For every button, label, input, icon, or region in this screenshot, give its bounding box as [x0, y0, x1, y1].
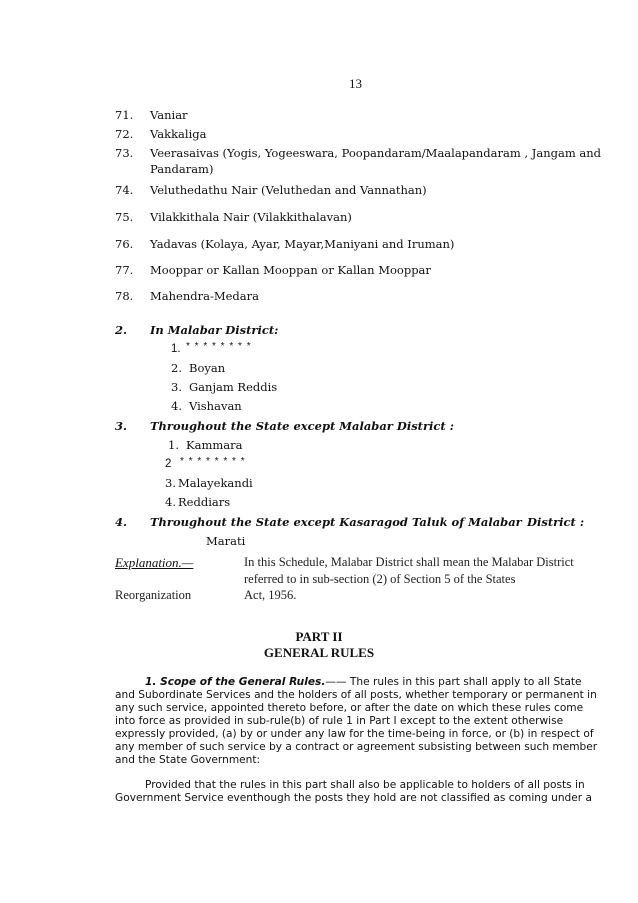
sub-item-text: Ganjam Reddis — [189, 380, 278, 394]
list-item-number: 73. — [115, 146, 134, 160]
list-item-number: 72. — [115, 127, 134, 141]
list-item-text: Mooppar or Kallan Mooppan or Kallan Mooppar — [150, 263, 431, 277]
rule-heading: 1. Scope of the General Rules. — [145, 676, 326, 688]
sub-item-text: Malayekandi — [178, 476, 253, 490]
section-number: 3. — [115, 419, 128, 433]
list-item-number: 75. — [115, 210, 134, 224]
proviso-line: Provided that the rules in this part shall also be applicable to holders of all posts in — [145, 779, 585, 791]
section-title: Throughout the State except Malabar District : — [150, 419, 454, 433]
sub-item-text: Reddiars — [178, 495, 231, 509]
list-item-text: Vilakkithala Nair (Vilakkithalavan) — [150, 210, 352, 224]
sub-item-text: Vishavan — [189, 399, 242, 413]
sub-item-number: 3. — [171, 380, 182, 394]
section-number: 4. — [115, 515, 128, 529]
sub-item-number: 2. — [171, 361, 182, 375]
explanation-line: referred to in sub-section (2) of Section 5 of the States — [244, 572, 516, 586]
part-title: PART II — [295, 629, 343, 644]
section-title: In Malabar District: — [150, 323, 279, 337]
rule-line: and Subordinate Services and the holders of all posts, whether temporary or permanent in — [115, 689, 597, 701]
list-item-number: 71. — [115, 108, 134, 122]
sub-item-number: 1. — [171, 343, 181, 355]
sub-item-text: * * * * * * * * — [180, 456, 246, 467]
section-title-right: District : — [527, 515, 585, 529]
list-item-text-continued: Pandaram) — [150, 162, 214, 176]
list-item-number: 76. — [115, 237, 134, 251]
explanation-left-word: Reorganization — [115, 588, 192, 602]
explanation-line: In this Schedule, Malabar District shall mean the Malabar District — [244, 555, 574, 569]
explanation-line: Act, 1956. — [244, 588, 297, 602]
list-item-text: Vakkaliga — [150, 127, 207, 141]
sub-item-number: 2 — [165, 458, 172, 470]
section-number: 2. — [115, 323, 128, 337]
rule-line: any such service, appointed thereto before, or after the date on which these rules come — [115, 702, 584, 714]
list-item-number: 78. — [115, 289, 134, 303]
explanation-label: Explanation.— — [115, 555, 194, 570]
sub-item-text: * * * * * * * * — [186, 341, 252, 352]
sub-item-text: Kammara — [186, 438, 243, 452]
list-item-text: Yadavas (Kolaya, Ayar, Mayar,Maniyani and Iruman) — [150, 237, 455, 251]
rule-line: expressly provided, (a) by or under any law for the time-being in force, or (b) in respect of — [115, 728, 594, 740]
list-item-number: 74. — [115, 183, 134, 197]
page-number: 13 — [349, 76, 362, 91]
sub-item-text: Boyan — [189, 361, 226, 375]
sub-item-number: 3. — [165, 476, 176, 490]
rule-dash: —— — [325, 676, 347, 688]
section-item: Marati — [206, 534, 246, 548]
section-title: Throughout the State except Kasaragod Taluk of Malabar — [150, 515, 522, 529]
list-item-text: Veerasaivas (Yogis, Yogeeswara, Poopandaram/Maalapandaram , Jangam and — [150, 146, 602, 160]
sub-item-number: 1. — [168, 438, 179, 452]
sub-item-number: 4. — [171, 399, 182, 413]
list-item-number: 77. — [115, 263, 134, 277]
rule-line: and the State Government: — [115, 754, 261, 766]
rule-first-line — [145, 676, 582, 688]
list-item-text: Vaniar — [150, 108, 188, 122]
rule-line: into force as provided in sub-rule(b) of rule 1 in Part I except to the extent otherwise — [115, 715, 564, 727]
rule-line: any member of such service by a contract or agreement subsisting between such member — [115, 741, 598, 753]
part-subtitle: GENERAL RULES — [263, 645, 375, 660]
sub-item-number: 4. — [165, 495, 176, 509]
list-item-text: Veluthedathu Nair (Veluthedan and Vannathan) — [150, 183, 427, 197]
list-item-text: Mahendra-Medara — [150, 289, 260, 303]
proviso-line: Government Service eventhough the posts they hold are not classified as coming under a — [115, 792, 592, 804]
rule-text: The rules in this part shall apply to all State — [346, 676, 582, 688]
